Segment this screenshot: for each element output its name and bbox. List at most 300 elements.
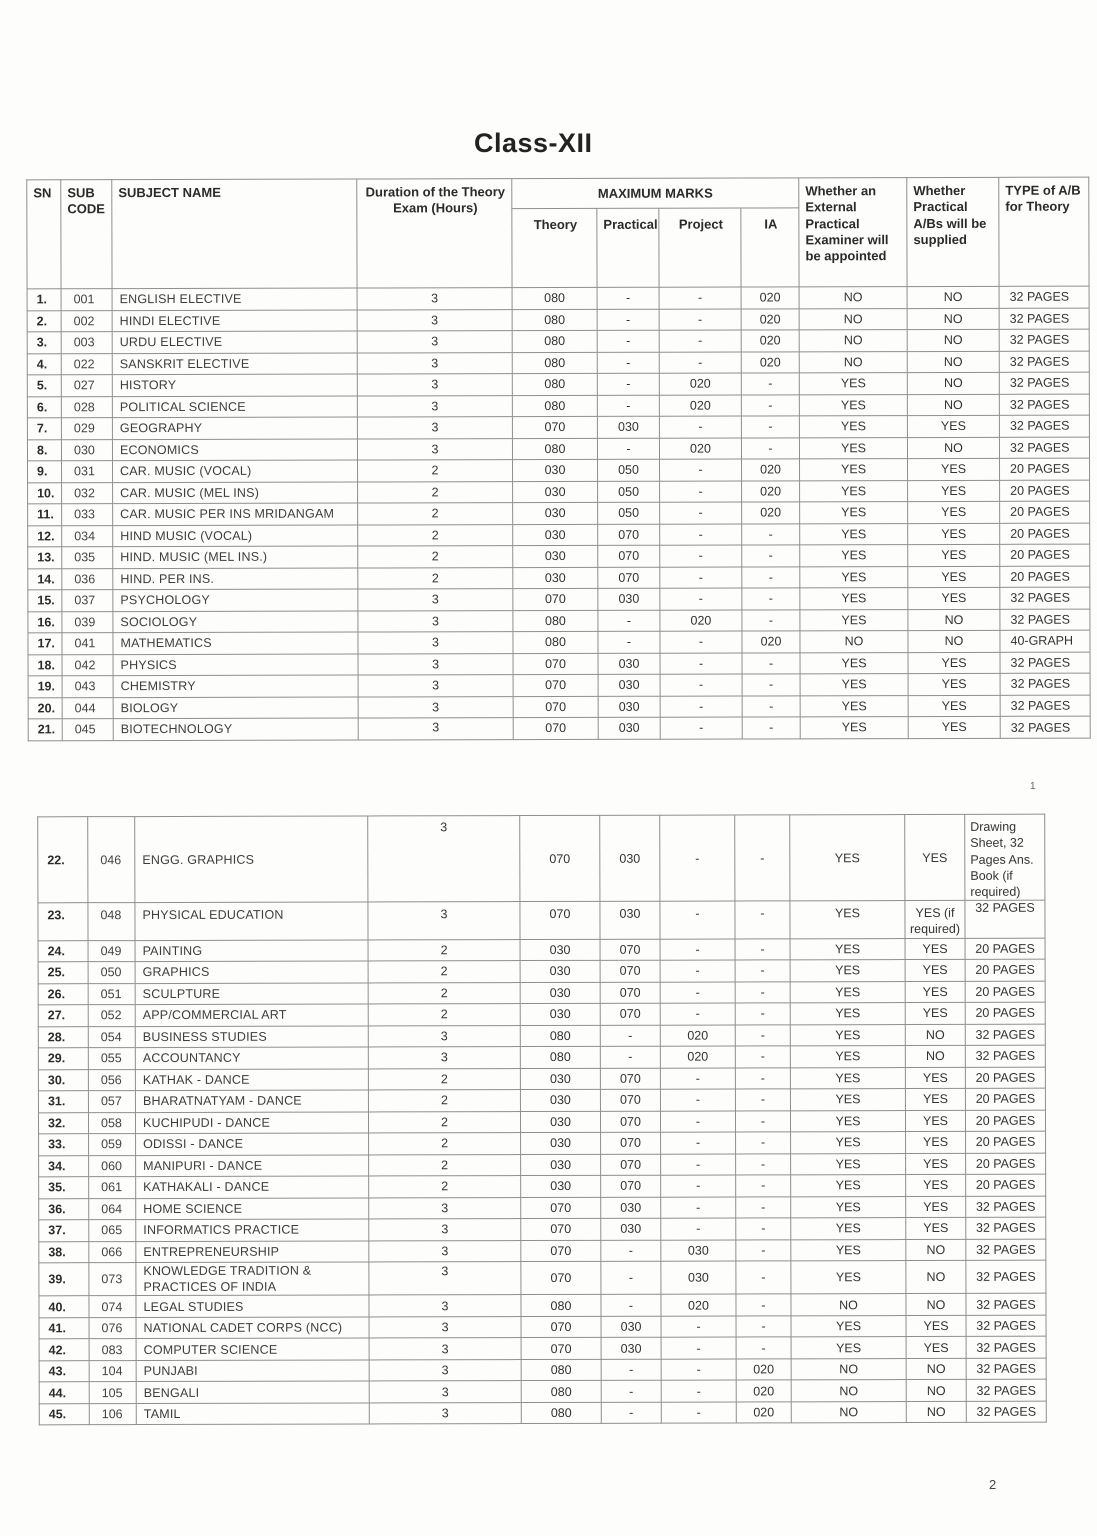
cell-sn: 5. — [27, 375, 61, 397]
cell-proj: - — [659, 287, 741, 309]
cell-proj: - — [660, 567, 742, 589]
cell-code: 022 — [61, 353, 112, 375]
cell-theory: 080 — [520, 1025, 600, 1047]
cell-proj: 030 — [661, 1239, 736, 1261]
cell-theory: 070 — [512, 416, 597, 438]
cell-sn: 17. — [28, 633, 62, 655]
cell-sup: YES — [905, 1088, 965, 1110]
cell-prac: 070 — [600, 1068, 660, 1090]
cell-sup: NO — [908, 609, 1000, 631]
cell-prac: - — [597, 309, 659, 331]
cell-name: SCULPTURE — [135, 982, 368, 1004]
header-project: Project — [659, 208, 741, 287]
cell-sup: YES — [908, 501, 1000, 523]
cell-theory: 080 — [512, 395, 597, 417]
cell-theory: 080 — [513, 631, 598, 653]
table-row — [38, 1045, 1045, 1069]
cell-sup: YES — [908, 480, 1000, 502]
cell-theory: 070 — [520, 902, 600, 939]
cell-theory: 080 — [521, 1381, 601, 1403]
cell-prac: 030 — [600, 815, 660, 901]
cell-theory: 070 — [513, 653, 598, 675]
cell-type: 32 PAGES — [966, 1379, 1046, 1401]
cell-sup: YES — [906, 1196, 966, 1218]
cell-ia: - — [735, 1024, 790, 1046]
cell-dur: 3 — [368, 1047, 520, 1069]
header-practical: Practical — [597, 208, 659, 287]
header-ia: IA — [741, 208, 799, 287]
cell-sup: NO — [907, 351, 999, 373]
cell-sup: YES — [908, 458, 1000, 480]
cell-proj: 020 — [660, 1024, 735, 1046]
cell-sup: YES — [905, 981, 965, 1003]
cell-ext: YES — [799, 416, 907, 438]
cell-code: 058 — [88, 1112, 135, 1134]
cell-sn: 29. — [38, 1048, 88, 1070]
table-row — [39, 1379, 1046, 1403]
table-row — [39, 1131, 1046, 1155]
cell-theory: 030 — [513, 459, 598, 481]
cell-prac: 070 — [600, 939, 660, 961]
cell-sn: 3. — [27, 332, 61, 354]
cell-sup: NO — [906, 1294, 966, 1316]
cell-proj: - — [660, 717, 742, 739]
cell-sup: YES — [908, 587, 1000, 609]
cell-ia: - — [742, 566, 800, 588]
cell-theory: 080 — [521, 1402, 601, 1424]
cell-code: 056 — [88, 1069, 135, 1091]
cell-sup: NO — [906, 1380, 966, 1402]
cell-sup: NO — [907, 308, 999, 330]
cell-type: 32 PAGES — [1000, 716, 1090, 738]
cell-ia: - — [735, 1110, 790, 1132]
cell-code: 042 — [62, 654, 113, 676]
cell-code: 033 — [62, 504, 113, 526]
cell-prac: 050 — [598, 502, 660, 524]
cell-ia: - — [742, 609, 800, 631]
cell-ext: NO — [799, 308, 907, 330]
cell-sup: YES — [905, 959, 965, 981]
cell-code: 083 — [89, 1339, 136, 1361]
cell-sup: YES — [907, 415, 999, 437]
cell-type: 32 PAGES — [965, 1024, 1045, 1046]
cell-code: 034 — [62, 525, 113, 547]
cell-dur: 2 — [358, 481, 513, 503]
cell-proj: - — [661, 1316, 736, 1338]
cell-type: 20 PAGES — [1000, 458, 1090, 480]
cell-ext: NO — [800, 631, 908, 653]
cell-theory: 030 — [521, 1132, 601, 1154]
table-row — [38, 1110, 1045, 1134]
cell-prac: - — [597, 352, 659, 374]
cell-name: SOCIOLOGY — [113, 611, 358, 633]
cell-dur: 3 — [369, 1402, 521, 1424]
cell-type: 32 PAGES — [999, 329, 1089, 351]
cell-code: 003 — [61, 332, 112, 354]
cell-proj: - — [660, 960, 735, 982]
cell-ext: YES — [799, 373, 907, 395]
cell-name: URDU ELECTIVE — [112, 331, 357, 353]
cell-type: 32 PAGES — [965, 1045, 1045, 1067]
cell-theory: 030 — [520, 1003, 600, 1025]
cell-name: MATHEMATICS — [113, 632, 358, 654]
cell-proj: - — [661, 1380, 736, 1402]
cell-proj: - — [661, 1402, 736, 1424]
cell-name: COMPUTER SCIENCE — [136, 1338, 369, 1360]
cell-sup: YES — [906, 1153, 966, 1175]
cell-dur: 2 — [358, 567, 513, 589]
cell-dur: 3 — [369, 1240, 521, 1262]
cell-dur: 3 — [369, 1359, 521, 1381]
cell-proj: - — [659, 309, 741, 331]
table-row — [38, 938, 1045, 962]
cell-sup: YES — [905, 1110, 965, 1132]
cell-sup: NO — [906, 1239, 966, 1261]
cell-name: GEOGRAPHY — [112, 417, 357, 439]
cell-theory: 080 — [512, 330, 597, 352]
cell-theory: 070 — [521, 1261, 601, 1294]
cell-name: PHYSICS — [113, 654, 358, 676]
cell-type: 20 PAGES — [1000, 480, 1090, 502]
cell-theory: 030 — [513, 502, 598, 524]
table-row — [38, 900, 1045, 940]
table-row — [28, 630, 1090, 654]
cell-name: GRAPHICS — [135, 961, 368, 983]
cell-ia: - — [741, 394, 799, 416]
cell-dur: 3 — [368, 1025, 520, 1047]
cell-ia: 020 — [736, 1402, 791, 1424]
cell-type: 20 PAGES — [965, 959, 1045, 981]
table-row — [39, 1153, 1046, 1177]
cell-sup: YES — [906, 1174, 966, 1196]
cell-ext: YES — [800, 717, 908, 739]
cell-ia: - — [735, 901, 790, 938]
cell-name: HIND. PER INS. — [113, 568, 358, 590]
cell-theory: 070 — [521, 1338, 601, 1360]
cell-proj: - — [660, 481, 742, 503]
cell-prac: 030 — [598, 674, 660, 696]
table-row — [27, 308, 1089, 332]
cell-sn: 16. — [28, 611, 62, 633]
cell-proj: 020 — [660, 1046, 735, 1068]
table-row — [39, 1196, 1046, 1220]
cell-sup: YES — [908, 566, 1000, 588]
cell-name: LEGAL STUDIES — [136, 1295, 369, 1317]
cell-dur: 3 — [357, 288, 512, 310]
cell-ia: - — [736, 1218, 791, 1240]
cell-type: 32 PAGES — [999, 351, 1089, 373]
cell-theory: 030 — [513, 481, 598, 503]
table-row — [38, 959, 1045, 983]
cell-sn: 39. — [39, 1263, 89, 1296]
table-header — [27, 177, 1089, 289]
cell-sup: YES — [905, 938, 965, 960]
table-row — [28, 587, 1090, 611]
table-row — [28, 458, 1090, 482]
cell-type: 32 PAGES — [1000, 695, 1090, 717]
cell-name: ENGLISH ELECTIVE — [112, 288, 357, 310]
table-row — [28, 673, 1090, 697]
cell-ext: YES — [791, 1132, 906, 1154]
cell-theory: 070 — [521, 1240, 601, 1262]
subjects-table-part2 — [37, 814, 1047, 1426]
cell-theory: 070 — [520, 815, 600, 901]
cell-prac: 070 — [601, 1175, 661, 1197]
cell-prac: 030 — [598, 653, 660, 675]
cell-code: 061 — [89, 1177, 136, 1199]
cell-sn: 38. — [39, 1241, 89, 1263]
cell-prac: - — [597, 395, 659, 417]
cell-prac: 030 — [601, 1337, 661, 1359]
cell-type: 32 PAGES — [999, 437, 1089, 459]
cell-ia: 020 — [742, 502, 800, 524]
header-sub-code: SUB CODE — [61, 180, 112, 289]
cell-ia: - — [736, 1153, 791, 1175]
header-maximum-marks: MAXIMUM MARKS — [512, 178, 799, 209]
cell-sn: 35. — [39, 1177, 89, 1199]
cell-ext: YES — [800, 480, 908, 502]
cell-name: ACCOUNTANCY — [135, 1047, 368, 1069]
cell-proj: 020 — [659, 438, 741, 460]
cell-dur: 3 — [358, 589, 513, 611]
cell-sn: 41. — [39, 1317, 89, 1339]
cell-type: 32 PAGES — [1000, 587, 1090, 609]
table-row — [38, 1088, 1045, 1112]
cell-code: 065 — [89, 1220, 136, 1242]
cell-dur: 3 — [357, 395, 512, 417]
cell-proj: - — [660, 901, 735, 938]
cell-code: 045 — [62, 719, 113, 741]
cell-proj: - — [660, 545, 742, 567]
table-row — [39, 1217, 1046, 1241]
cell-ext: YES — [791, 1315, 906, 1337]
cell-proj: - — [660, 524, 742, 546]
cell-ext: NO — [799, 287, 907, 309]
cell-type: 20 PAGES — [1000, 523, 1090, 545]
cell-name: PUNJABI — [136, 1360, 369, 1382]
cell-ext: YES — [790, 1067, 905, 1089]
cell-theory: 030 — [521, 1154, 601, 1176]
cell-type: 20 PAGES — [1000, 544, 1090, 566]
cell-name: BUSINESS STUDIES — [135, 1025, 368, 1047]
cell-ia: 020 — [742, 480, 800, 502]
table-row — [27, 329, 1089, 353]
cell-proj: - — [661, 1359, 736, 1381]
cell-prac: 070 — [601, 1154, 661, 1176]
cell-type: 20 PAGES — [1000, 566, 1090, 588]
cell-sup: YES — [908, 544, 1000, 566]
cell-dur: 2 — [358, 460, 513, 482]
table-row — [28, 652, 1090, 676]
cell-sn: 27. — [38, 1005, 88, 1027]
cell-proj: - — [660, 674, 742, 696]
cell-proj: 030 — [661, 1261, 736, 1294]
cell-type: 32 PAGES — [966, 1293, 1046, 1315]
cell-sn: 22. — [38, 817, 88, 903]
cell-ext: YES — [800, 545, 908, 567]
cell-type: 20 PAGES — [965, 1067, 1045, 1089]
cell-name: HIND MUSIC (VOCAL) — [113, 525, 358, 547]
cell-sn: 2. — [27, 310, 61, 332]
cell-dur: 2 — [358, 503, 513, 525]
cell-prac: 070 — [601, 1132, 661, 1154]
cell-type: 20 PAGES — [966, 1174, 1046, 1196]
cell-name: CAR. MUSIC (MEL INS) — [113, 482, 358, 504]
table-row — [39, 1315, 1046, 1339]
cell-proj: - — [661, 1337, 736, 1359]
cell-ia: - — [742, 545, 800, 567]
cell-sup: YES — [908, 673, 1000, 695]
cell-name: ODISSI - DANCE — [136, 1133, 369, 1155]
cell-ia: 020 — [741, 308, 799, 330]
cell-proj: - — [659, 352, 741, 374]
cell-ia: 020 — [742, 631, 800, 653]
cell-sup: NO — [907, 329, 999, 351]
table-row — [28, 716, 1090, 740]
cell-sup: YES — [906, 1131, 966, 1153]
cell-ia: - — [735, 981, 790, 1003]
cell-dur: 3 — [358, 696, 513, 718]
cell-code: 064 — [89, 1198, 136, 1220]
cell-ext: YES — [800, 588, 908, 610]
cell-sn: 40. — [39, 1296, 89, 1318]
cell-proj: - — [660, 981, 735, 1003]
cell-ia: - — [735, 1046, 790, 1068]
cell-prac: - — [597, 438, 659, 460]
cell-ia: - — [742, 652, 800, 674]
cell-name: ENGG. GRAPHICS — [135, 816, 368, 903]
cell-name: HINDI ELECTIVE — [112, 310, 357, 332]
cell-name: HIND. MUSIC (MEL INS.) — [113, 546, 358, 568]
cell-proj: - — [660, 938, 735, 960]
cell-prac: - — [601, 1261, 661, 1294]
cell-sn: 18. — [28, 654, 62, 676]
cell-ia: - — [736, 1294, 791, 1316]
cell-proj: - — [660, 502, 742, 524]
cell-prac: 030 — [598, 717, 660, 739]
cell-theory: 080 — [520, 1046, 600, 1068]
cell-type: 32 PAGES — [966, 1315, 1046, 1337]
cell-sn: 21. — [28, 719, 62, 741]
cell-code: 060 — [89, 1155, 136, 1177]
cell-sup: YES — [906, 1217, 966, 1239]
cell-type: 32 PAGES — [1000, 673, 1090, 695]
cell-ia: 020 — [742, 459, 800, 481]
cell-ia: - — [741, 373, 799, 395]
cell-proj: - — [660, 1110, 735, 1132]
table-row — [28, 544, 1090, 568]
cell-dur: 3 — [358, 632, 513, 654]
cell-ia: - — [736, 1337, 791, 1359]
cell-sup: YES — [908, 716, 1000, 738]
cell-type: 32 PAGES — [966, 1336, 1046, 1358]
cell-sn: 25. — [38, 962, 88, 984]
cell-ext: YES — [800, 523, 908, 545]
cell-ext: YES — [791, 1261, 906, 1295]
cell-code: 041 — [62, 633, 113, 655]
cell-theory: 070 — [513, 696, 598, 718]
cell-sn: 7. — [27, 418, 61, 440]
cell-theory: 030 — [520, 1089, 600, 1111]
cell-sup: YES — [908, 652, 1000, 674]
table-row — [38, 1024, 1045, 1048]
table-row — [38, 814, 1045, 903]
cell-code: 054 — [88, 1026, 135, 1048]
cell-theory: 030 — [520, 1068, 600, 1090]
cell-sn: 42. — [39, 1339, 89, 1361]
cell-ia: - — [736, 1316, 791, 1338]
cell-sn: 20. — [28, 697, 62, 719]
cell-name: INFORMATICS PRACTICE — [136, 1219, 369, 1241]
cell-type: 20 PAGES — [965, 938, 1045, 960]
cell-sn: 14. — [28, 568, 62, 590]
cell-ia: - — [736, 1239, 791, 1261]
cell-theory: 080 — [512, 309, 597, 331]
cell-sn: 36. — [39, 1198, 89, 1220]
cell-type: 32 PAGES — [1000, 652, 1090, 674]
cell-prac: 030 — [601, 1197, 661, 1219]
cell-proj: 020 — [660, 610, 742, 632]
cell-type: 32 PAGES — [999, 394, 1089, 416]
table-row — [28, 480, 1090, 504]
cell-code: 066 — [89, 1241, 136, 1263]
cell-sup: YES — [908, 695, 1000, 717]
cell-proj: - — [660, 459, 742, 481]
cell-prac: 030 — [598, 696, 660, 718]
header-duration: Duration of the Theory Exam (Hours) — [357, 179, 512, 288]
table-row — [27, 351, 1089, 375]
cell-code: 057 — [88, 1091, 135, 1113]
cell-dur: 3 — [369, 1219, 521, 1241]
cell-code: 030 — [61, 439, 112, 461]
cell-proj: - — [661, 1175, 736, 1197]
cell-dur: 2 — [368, 1090, 520, 1112]
cell-dur: 3 — [357, 417, 512, 439]
cell-sn: 13. — [28, 547, 62, 569]
table-row — [28, 523, 1090, 547]
cell-name: KATHAK - DANCE — [135, 1068, 368, 1090]
cell-ext: YES — [800, 609, 908, 631]
cell-proj: 020 — [659, 373, 741, 395]
cell-name: ENTREPRENEURSHIP — [136, 1240, 369, 1262]
table-row — [39, 1358, 1046, 1382]
table-row — [39, 1174, 1046, 1198]
cell-type: 32 PAGES — [966, 1217, 1046, 1239]
subjects-table-part1 — [26, 177, 1090, 741]
cell-theory: 070 — [513, 674, 598, 696]
cell-code: 104 — [89, 1360, 136, 1382]
cell-type: 20 PAGES — [965, 1110, 1045, 1132]
cell-sup: NO — [907, 372, 999, 394]
cell-code: 073 — [89, 1263, 136, 1296]
cell-dur: 2 — [368, 1004, 520, 1026]
cell-code: 032 — [62, 482, 113, 504]
cell-proj: - — [660, 653, 742, 675]
cell-ia: - — [741, 437, 799, 459]
cell-prac: - — [601, 1380, 661, 1402]
cell-prac: - — [601, 1402, 661, 1424]
cell-prac: 070 — [600, 982, 660, 1004]
cell-sn: 19. — [28, 676, 62, 698]
cell-prac: 070 — [600, 960, 660, 982]
cell-prac: 070 — [600, 1111, 660, 1133]
cell-dur: 3 — [369, 1262, 521, 1296]
cell-sn: 32. — [38, 1112, 88, 1134]
cell-sup: YES — [906, 1315, 966, 1337]
cell-sup: YES — [908, 523, 1000, 545]
cell-sn: 12. — [28, 525, 62, 547]
table-row — [28, 609, 1090, 633]
